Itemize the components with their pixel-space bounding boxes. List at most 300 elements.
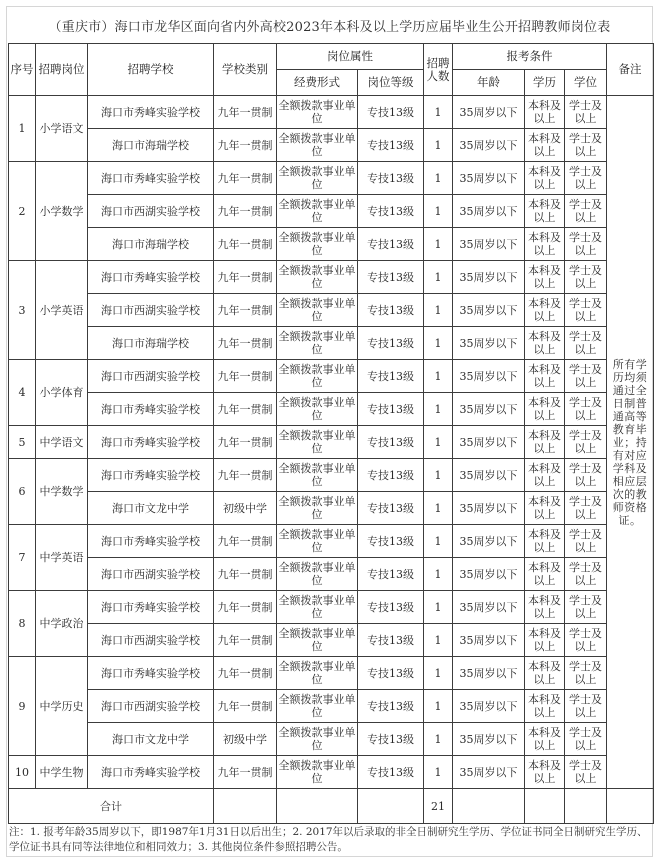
degree-line-1: 学士及	[569, 726, 603, 739]
header-school: 招聘学校	[88, 44, 214, 96]
degree-line-1: 学士及	[569, 231, 603, 244]
cell-school-type: 九年一贯制	[214, 129, 277, 162]
cell-seq: 10	[9, 756, 36, 789]
cell-position: 中学政治	[36, 591, 88, 657]
cell-age: 35周岁以下	[453, 690, 525, 723]
table-body	[9, 96, 654, 824]
education-line-1: 本科及	[528, 132, 561, 145]
degree-line-1: 学士及	[569, 462, 603, 475]
cell-count: 1	[424, 525, 453, 558]
cell-age: 35周岁以下	[453, 228, 525, 261]
cell-education	[525, 723, 565, 756]
cell-school: 海口市西湖实验学校	[88, 294, 214, 327]
total-label: 合计	[9, 789, 214, 824]
cell-education	[525, 228, 565, 261]
cell-education	[525, 129, 565, 162]
cell-school: 海口市西湖实验学校	[88, 360, 214, 393]
education-line-2: 以上	[533, 607, 556, 620]
cell-degree	[565, 393, 607, 426]
degree-line-2: 以上	[574, 640, 597, 653]
cell-count: 1	[424, 624, 453, 657]
cell-post-level: 专技13级	[358, 657, 424, 690]
table-row	[9, 393, 654, 426]
cell-school-type: 九年一贯制	[214, 558, 277, 591]
cell-age: 35周岁以下	[453, 426, 525, 459]
cell-count: 1	[424, 690, 453, 723]
cell-school: 海口市西湖实验学校	[88, 558, 214, 591]
header-degree: 学位	[565, 70, 607, 96]
cell-school: 海口市秀峰实验学校	[88, 756, 214, 789]
cell-seq: 4	[9, 360, 36, 426]
header-funding: 经费形式	[277, 70, 358, 96]
cell-school-type: 九年一贯制	[214, 327, 277, 360]
cell-position: 小学体育	[36, 360, 88, 426]
cell-school: 海口市秀峰实验学校	[88, 426, 214, 459]
degree-line-1: 学士及	[569, 297, 603, 310]
cell-post-level: 专技13级	[358, 558, 424, 591]
cell-education	[525, 96, 565, 129]
table-row	[9, 459, 654, 492]
cell-post-level: 专技13级	[358, 690, 424, 723]
degree-line-2: 以上	[574, 607, 597, 620]
education-line-2: 以上	[533, 673, 556, 686]
cell-school: 海口市秀峰实验学校	[88, 261, 214, 294]
degree-line-1: 学士及	[569, 495, 603, 508]
cell-funding: 全额拨款事业单位	[277, 360, 358, 393]
cell-age: 35周岁以下	[453, 360, 525, 393]
cell-age: 35周岁以下	[453, 129, 525, 162]
cell-position: 中学生物	[36, 756, 88, 789]
education-line-1: 本科及	[528, 594, 561, 607]
cell-post-level: 专技13级	[358, 228, 424, 261]
degree-line-1: 学士及	[569, 759, 603, 772]
cell-degree	[565, 690, 607, 723]
education-line-1: 本科及	[528, 165, 561, 178]
cell-age: 35周岁以下	[453, 327, 525, 360]
cell-post-level: 专技13级	[358, 294, 424, 327]
degree-line-2: 以上	[574, 574, 597, 587]
degree-line-2: 以上	[574, 145, 597, 158]
table-row	[9, 558, 654, 591]
cell-school: 海口市秀峰实验学校	[88, 459, 214, 492]
cell-education	[525, 162, 565, 195]
degree-line-2: 以上	[574, 409, 597, 422]
table-row	[9, 525, 654, 558]
cell-age: 35周岁以下	[453, 393, 525, 426]
education-line-1: 本科及	[528, 429, 561, 442]
header-age: 年龄	[453, 70, 525, 96]
education-line-2: 以上	[533, 574, 556, 587]
cell-post-level: 专技13级	[358, 492, 424, 525]
cell-post-level: 专技13级	[358, 723, 424, 756]
cell-age: 35周岁以下	[453, 261, 525, 294]
degree-line-2: 以上	[574, 739, 597, 752]
education-line-1: 本科及	[528, 363, 561, 376]
cell-degree	[565, 162, 607, 195]
cell-school-type: 九年一贯制	[214, 525, 277, 558]
degree-line-2: 以上	[574, 706, 597, 719]
cell-school: 海口市秀峰实验学校	[88, 525, 214, 558]
cell-school-type: 九年一贯制	[214, 426, 277, 459]
cell-education	[525, 459, 565, 492]
cell-post-level: 专技13级	[358, 195, 424, 228]
header-position: 招聘岗位	[36, 44, 88, 96]
cell-position: 小学语文	[36, 96, 88, 162]
education-line-2: 以上	[533, 640, 556, 653]
education-line-1: 本科及	[528, 627, 561, 640]
cell-school-type: 九年一贯制	[214, 756, 277, 789]
table-row	[9, 723, 654, 756]
cell-funding: 全额拨款事业单位	[277, 756, 358, 789]
cell-degree	[565, 129, 607, 162]
cell-funding: 全额拨款事业单位	[277, 591, 358, 624]
table-row	[9, 360, 654, 393]
cell-position: 中学语文	[36, 426, 88, 459]
cell-position: 中学数学	[36, 459, 88, 525]
education-line-1: 本科及	[528, 693, 561, 706]
cell-degree	[565, 261, 607, 294]
table-row	[9, 228, 654, 261]
cell-post-level: 专技13级	[358, 261, 424, 294]
degree-line-1: 学士及	[569, 99, 603, 112]
header-education: 学历	[525, 70, 565, 96]
total-empty	[525, 789, 565, 824]
total-empty	[453, 789, 525, 824]
cell-age: 35周岁以下	[453, 624, 525, 657]
degree-line-1: 学士及	[569, 693, 603, 706]
education-line-2: 以上	[533, 277, 556, 290]
cell-education	[525, 690, 565, 723]
cell-funding: 全额拨款事业单位	[277, 261, 358, 294]
cell-position: 中学历史	[36, 657, 88, 756]
cell-education	[525, 624, 565, 657]
education-line-2: 以上	[533, 706, 556, 719]
cell-degree	[565, 657, 607, 690]
cell-education	[525, 261, 565, 294]
cell-count: 1	[424, 657, 453, 690]
cell-school-type: 初级中学	[214, 723, 277, 756]
education-line-2: 以上	[533, 178, 556, 191]
total-empty	[565, 789, 607, 824]
cell-seq: 9	[9, 657, 36, 756]
degree-line-1: 学士及	[569, 363, 603, 376]
cell-school-type: 九年一贯制	[214, 459, 277, 492]
cell-funding: 全额拨款事业单位	[277, 228, 358, 261]
cell-age: 35周岁以下	[453, 96, 525, 129]
cell-school: 海口市秀峰实验学校	[88, 393, 214, 426]
cell-funding: 全额拨款事业单位	[277, 525, 358, 558]
education-line-1: 本科及	[528, 561, 561, 574]
degree-line-2: 以上	[574, 442, 597, 455]
degree-line-2: 以上	[574, 673, 597, 686]
cell-post-level: 专技13级	[358, 393, 424, 426]
degree-line-1: 学士及	[569, 660, 603, 673]
cell-education	[525, 558, 565, 591]
cell-education	[525, 195, 565, 228]
degree-line-1: 学士及	[569, 396, 603, 409]
cell-position: 小学数学	[36, 162, 88, 261]
cell-school: 海口市秀峰实验学校	[88, 96, 214, 129]
cell-degree	[565, 327, 607, 360]
cell-post-level: 专技13级	[358, 327, 424, 360]
header-row-1	[9, 44, 654, 70]
table-title: （重庆市）海口市龙华区面向省内外高校2023年本科及以上学历应届毕业生公开招聘教师岗位表	[48, 19, 611, 35]
total-empty	[607, 789, 654, 824]
education-line-1: 本科及	[528, 198, 561, 211]
header-conditions: 报考条件	[453, 44, 607, 70]
table-row	[9, 624, 654, 657]
total-empty	[277, 789, 358, 824]
education-line-2: 以上	[533, 772, 556, 785]
degree-line-2: 以上	[574, 541, 597, 554]
cell-count: 1	[424, 96, 453, 129]
header-count	[424, 44, 453, 96]
cell-age: 35周岁以下	[453, 162, 525, 195]
degree-line-2: 以上	[574, 376, 597, 389]
cell-age: 35周岁以下	[453, 756, 525, 789]
cell-school: 海口市秀峰实验学校	[88, 657, 214, 690]
degree-line-2: 以上	[574, 178, 597, 191]
table-row	[9, 426, 654, 459]
cell-education	[525, 525, 565, 558]
cell-school: 海口市秀峰实验学校	[88, 162, 214, 195]
degree-line-2: 以上	[574, 343, 597, 356]
education-line-1: 本科及	[528, 99, 561, 112]
cell-count: 1	[424, 261, 453, 294]
cell-school: 海口市秀峰实验学校	[88, 591, 214, 624]
education-line-1: 本科及	[528, 297, 561, 310]
cell-school-type: 九年一贯制	[214, 360, 277, 393]
cell-degree	[565, 756, 607, 789]
cell-age: 35周岁以下	[453, 657, 525, 690]
cell-funding: 全额拨款事业单位	[277, 129, 358, 162]
degree-line-1: 学士及	[569, 594, 603, 607]
table-row	[9, 261, 654, 294]
education-line-2: 以上	[533, 310, 556, 323]
cell-post-level: 专技13级	[358, 360, 424, 393]
cell-degree	[565, 459, 607, 492]
cell-school: 海口市西湖实验学校	[88, 690, 214, 723]
cell-school-type: 九年一贯制	[214, 690, 277, 723]
degree-line-2: 以上	[574, 508, 597, 521]
cell-education	[525, 327, 565, 360]
table-row	[9, 690, 654, 723]
cell-count: 1	[424, 591, 453, 624]
cell-count: 1	[424, 360, 453, 393]
table-row	[9, 162, 654, 195]
cell-funding: 全额拨款事业单位	[277, 723, 358, 756]
total-row	[9, 789, 654, 824]
cell-seq: 5	[9, 426, 36, 459]
education-line-1: 本科及	[528, 264, 561, 277]
table-row	[9, 492, 654, 525]
header-remark: 备注	[607, 44, 654, 96]
remark-text: 所有学历均须通过全日制普通高等教育毕业；持有对应学科及相应层次的教师资格证。	[612, 357, 648, 527]
education-line-1: 本科及	[528, 396, 561, 409]
education-line-2: 以上	[533, 244, 556, 257]
total-count: 21	[424, 789, 453, 824]
cell-degree	[565, 294, 607, 327]
cell-funding: 全额拨款事业单位	[277, 294, 358, 327]
cell-degree	[565, 525, 607, 558]
education-line-2: 以上	[533, 475, 556, 488]
cell-school-type: 九年一贯制	[214, 162, 277, 195]
cell-post-level: 专技13级	[358, 96, 424, 129]
header-school-type: 学校类别	[214, 44, 277, 96]
cell-funding: 全额拨款事业单位	[277, 426, 358, 459]
education-line-2: 以上	[533, 508, 556, 521]
cell-funding: 全额拨款事业单位	[277, 327, 358, 360]
degree-line-2: 以上	[574, 112, 597, 125]
cell-school-type: 九年一贯制	[214, 195, 277, 228]
table-row	[9, 591, 654, 624]
cell-count: 1	[424, 195, 453, 228]
table-row	[9, 96, 654, 129]
header-count-l1: 招聘	[426, 55, 450, 70]
cell-seq: 3	[9, 261, 36, 360]
cell-funding: 全额拨款事业单位	[277, 195, 358, 228]
cell-count: 1	[424, 294, 453, 327]
header-count-l2: 人数	[426, 68, 450, 83]
cell-age: 35周岁以下	[453, 558, 525, 591]
cell-count: 1	[424, 756, 453, 789]
cell-funding: 全额拨款事业单位	[277, 690, 358, 723]
cell-age: 35周岁以下	[453, 294, 525, 327]
cell-age: 35周岁以下	[453, 525, 525, 558]
cell-education	[525, 492, 565, 525]
cell-degree	[565, 360, 607, 393]
education-line-2: 以上	[533, 211, 556, 224]
cell-degree	[565, 492, 607, 525]
cell-school-type: 九年一贯制	[214, 591, 277, 624]
cell-post-level: 专技13级	[358, 129, 424, 162]
cell-position: 中学英语	[36, 525, 88, 591]
education-line-2: 以上	[533, 343, 556, 356]
degree-line-1: 学士及	[569, 561, 603, 574]
header-seq: 序号	[9, 44, 36, 96]
header-post-level: 岗位等级	[358, 70, 424, 96]
table-row	[9, 657, 654, 690]
cell-school-type: 九年一贯制	[214, 228, 277, 261]
table-row	[9, 294, 654, 327]
total-empty	[214, 789, 277, 824]
degree-line-2: 以上	[574, 277, 597, 290]
cell-school-type: 九年一贯制	[214, 624, 277, 657]
table-row	[9, 327, 654, 360]
recruitment-table	[8, 43, 654, 824]
cell-funding: 全额拨款事业单位	[277, 657, 358, 690]
cell-education	[525, 756, 565, 789]
footnote: 注：1. 报考年龄35周岁以下，即1987年1月31日以后出生；2. 2017年以后录取的非全日制研究生学历、学位证书同全日制研究生学历、学位证书具有同等法律地位和相同效力；3. 其他岗位条件参照招聘公告。	[9, 826, 648, 853]
cell-funding: 全额拨款事业单位	[277, 624, 358, 657]
total-empty	[358, 789, 424, 824]
degree-line-2: 以上	[574, 211, 597, 224]
cell-school-type: 九年一贯制	[214, 657, 277, 690]
cell-school: 海口市西湖实验学校	[88, 195, 214, 228]
degree-line-2: 以上	[574, 772, 597, 785]
cell-count: 1	[424, 162, 453, 195]
cell-funding: 全额拨款事业单位	[277, 393, 358, 426]
cell-school-type: 九年一贯制	[214, 294, 277, 327]
cell-post-level: 专技13级	[358, 162, 424, 195]
education-line-1: 本科及	[528, 660, 561, 673]
degree-line-1: 学士及	[569, 132, 603, 145]
education-line-2: 以上	[533, 112, 556, 125]
cell-school: 海口市文龙中学	[88, 492, 214, 525]
degree-line-2: 以上	[574, 244, 597, 257]
cell-degree	[565, 195, 607, 228]
cell-school: 海口市海瑞学校	[88, 129, 214, 162]
degree-line-1: 学士及	[569, 429, 603, 442]
cell-school: 海口市西湖实验学校	[88, 624, 214, 657]
cell-funding: 全额拨款事业单位	[277, 492, 358, 525]
cell-school-type: 九年一贯制	[214, 261, 277, 294]
cell-count: 1	[424, 558, 453, 591]
cell-post-level: 专技13级	[358, 624, 424, 657]
education-line-1: 本科及	[528, 462, 561, 475]
cell-education	[525, 294, 565, 327]
degree-line-1: 学士及	[569, 627, 603, 640]
cell-degree	[565, 426, 607, 459]
cell-funding: 全额拨款事业单位	[277, 96, 358, 129]
cell-post-level: 专技13级	[358, 756, 424, 789]
education-line-2: 以上	[533, 739, 556, 752]
cell-seq: 2	[9, 162, 36, 261]
cell-post-level: 专技13级	[358, 426, 424, 459]
cell-count: 1	[424, 426, 453, 459]
cell-remark	[607, 96, 654, 789]
cell-count: 1	[424, 327, 453, 360]
cell-school-type: 初级中学	[214, 492, 277, 525]
cell-degree	[565, 624, 607, 657]
education-line-1: 本科及	[528, 528, 561, 541]
cell-seq: 6	[9, 459, 36, 525]
cell-degree	[565, 723, 607, 756]
degree-line-1: 学士及	[569, 165, 603, 178]
cell-position: 小学英语	[36, 261, 88, 360]
cell-degree	[565, 228, 607, 261]
cell-funding: 全额拨款事业单位	[277, 459, 358, 492]
cell-school: 海口市文龙中学	[88, 723, 214, 756]
document-frame	[6, 6, 653, 857]
table-row	[9, 129, 654, 162]
cell-post-level: 专技13级	[358, 459, 424, 492]
cell-seq: 1	[9, 96, 36, 162]
education-line-1: 本科及	[528, 495, 561, 508]
cell-count: 1	[424, 459, 453, 492]
degree-line-1: 学士及	[569, 330, 603, 343]
cell-education	[525, 393, 565, 426]
education-line-1: 本科及	[528, 231, 561, 244]
cell-count: 1	[424, 723, 453, 756]
education-line-2: 以上	[533, 541, 556, 554]
cell-count: 1	[424, 492, 453, 525]
cell-school: 海口市海瑞学校	[88, 228, 214, 261]
cell-education	[525, 657, 565, 690]
cell-funding: 全额拨款事业单位	[277, 162, 358, 195]
degree-line-1: 学士及	[569, 528, 603, 541]
cell-degree	[565, 96, 607, 129]
cell-degree	[565, 558, 607, 591]
cell-count: 1	[424, 228, 453, 261]
cell-school: 海口市海瑞学校	[88, 327, 214, 360]
cell-education	[525, 426, 565, 459]
cell-education	[525, 591, 565, 624]
education-line-1: 本科及	[528, 330, 561, 343]
cell-age: 35周岁以下	[453, 723, 525, 756]
education-line-2: 以上	[533, 376, 556, 389]
cell-count: 1	[424, 129, 453, 162]
